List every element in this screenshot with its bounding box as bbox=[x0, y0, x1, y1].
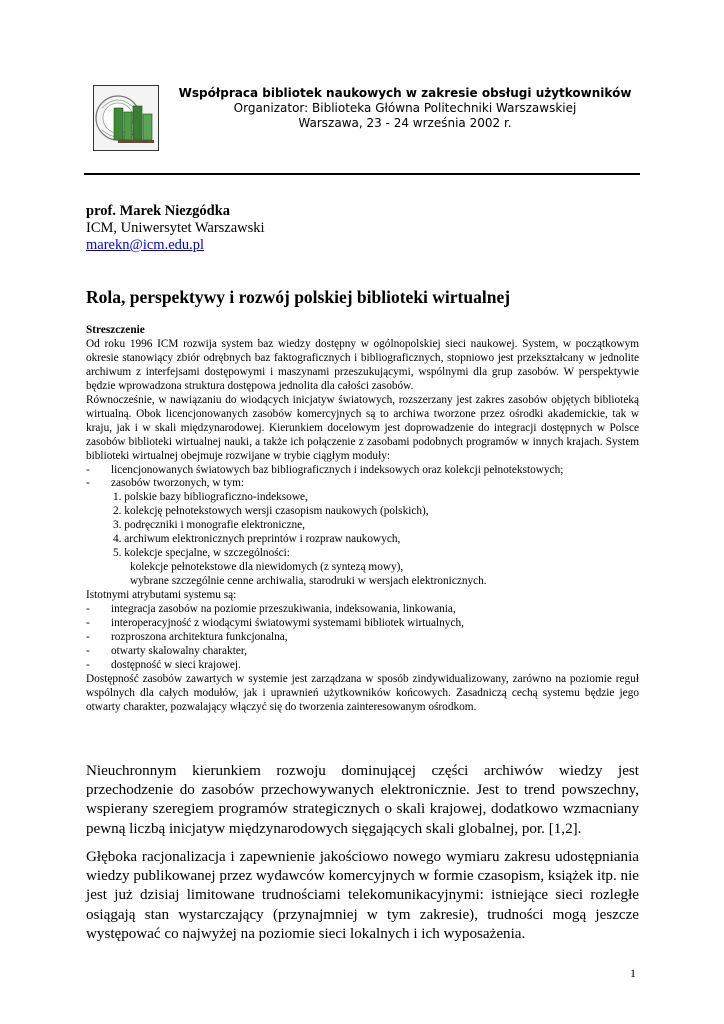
page-number: 1 bbox=[630, 966, 636, 980]
conference-header bbox=[170, 86, 640, 131]
numbered-item: 2. kolekcję pełnotekstowych wersji czasopism naukowych (polskich), bbox=[113, 505, 429, 518]
conference-date: Warszawa, 23 - 24 września 2002 r. bbox=[298, 116, 512, 130]
abstract-paragraph: Dostępność zasobów zawartych w systemie jest zarządzana w sposób zindywidualizowany, zarówno na poziomie reguł wspólnych dla całych modułów, jak i uprawnień użytkowników końcowych. Zasadniczą cechą systemu będzie jego otwarty charakter, pozwalający włączyć się do tworzenia zainteresowanym ośrodkom. bbox=[86, 672, 639, 713]
abstract-section bbox=[86, 324, 639, 715]
abstract-paragraph: Od roku 1996 ICM rozwija system baz wiedzy dostępny w ogólnopolskiej sieci naukowej. System, w początkowym okresie stanowiący zbiór odrębnych baz faktograficznych i bibliograficznych, stopniowo jest przekształcany w jednolite archiwum z interfejsami dostępowymi i maszynami przeszukującymi, wspólnymi dla grup zasobów. W perspektywie będzie wprowadzona struktura dostępowa jednolita dla całości zasobów. bbox=[86, 337, 639, 392]
body-paragraph: Głęboka racjonalizacja i zapewnienie jakościowo nowego wymiaru zakresu udostępniania wiedzy publikowanej przez wydawców komercyjnych w formie czasopism, książek itp. nie jest już dzisiaj limitowane trudnościami telekomunikacyjnymi: istniejące sieci rozległe osiągają stan wystarczający (przynajmniej w tym zakresie), trudności mogą jeszcze występować co najwyżej na poziomie sieci lokalnych i ich wyposażenia. bbox=[86, 849, 639, 942]
author-affiliation: ICM, Uniwersytet Warszawski bbox=[86, 220, 265, 236]
books-logo-icon bbox=[94, 86, 158, 150]
list-item: - interoperacyjność z wiodącymi światowymi systemami bibliotek wirtualnych, bbox=[86, 617, 464, 630]
conference-logo bbox=[93, 85, 159, 151]
author-name: prof. Marek Niezgódka bbox=[86, 203, 231, 219]
numbered-item: 1. polskie bazy bibliograficzno-indeksowe, bbox=[113, 491, 308, 504]
numbered-item: 4. archiwum elektronicznych preprintów i rozpraw naukowych, bbox=[113, 533, 401, 546]
attributes-heading: Istotnymi atrybutami systemu są: bbox=[86, 589, 237, 602]
body-paragraph: Nieuchronnym kierunkiem rozwoju dominującej części archiwów wiedzy jest przechodzenie do zasobów przechowywanych elektronicznie. Jest to trend powszechny, wspierany szeregiem programów strategicznych o skali krajowej, dodatkowo wzmacniany pewną liczbą inicjatyw międzynarodowych sięgających skali globalnej, por. [1,2]. bbox=[86, 763, 639, 837]
list-item: - rozproszona architektura funkcjonalna, bbox=[86, 630, 288, 643]
paper-title: Rola, perspektywy i rozwój polskiej biblioteki wirtualnej bbox=[86, 287, 511, 307]
numbered-item: 5. kolekcje specjalne, w szczególności: bbox=[113, 547, 290, 560]
numbered-item: 3. podręczniki i monografie elektroniczne, bbox=[113, 519, 305, 532]
abstract-heading: Streszczenie bbox=[86, 324, 145, 336]
list-item: - integracja zasobów na poziomie przeszukiwania, indeksowania, linkowania, bbox=[86, 603, 456, 616]
author-block bbox=[86, 203, 265, 254]
author-email-link[interactable]: marekn@icm.edu.pl bbox=[86, 237, 205, 253]
list-item: - licencjonowanych światowych baz bibliograficznych i indeksowych oraz kolekcji pełnotekstowych; bbox=[86, 463, 564, 476]
special-collection-item: kolekcje pełnotekstowe dla niewidomych (z syntezą mowy), bbox=[130, 561, 404, 574]
conference-organizer: Organizator: Biblioteka Główna Politechniki Warszawskiej bbox=[233, 101, 577, 115]
conference-title: Współpraca bibliotek naukowych w zakresie obsługi użytkowników bbox=[178, 86, 632, 100]
list-item: - dostępność w sieci krajowej. bbox=[86, 658, 241, 671]
list-item: - zasobów tworzonych, w tym: bbox=[86, 477, 245, 490]
special-collection-item: wybrane szczególnie cenne archiwalia, starodruki w wersjach elektronicznych. bbox=[130, 575, 487, 588]
list-item: - otwarty skalowalny charakter, bbox=[86, 644, 247, 657]
header-divider bbox=[84, 173, 640, 175]
abstract-paragraph: Równocześnie, w nawiązaniu do wiodących inicjatyw światowych, rozszerzany jest zakres zasobów objętych biblioteką wirtualną. Obok licencjonowanych zasobów komercyjnych są to archiwa tworzone przez ośrodki akademickie, tak w kraju, jak i w skali międzynarodowej. Kierunkiem docelowym jest doprowadzenie do integracji dostępnych w Polsce zasobów biblioteki wirtualnej nauki, a także ich połączenie z zasobami podobnych programów w innych krajach. System biblioteki wirtualnej obejmuje rozwijane w trybie ciągłym moduły: bbox=[86, 393, 639, 462]
